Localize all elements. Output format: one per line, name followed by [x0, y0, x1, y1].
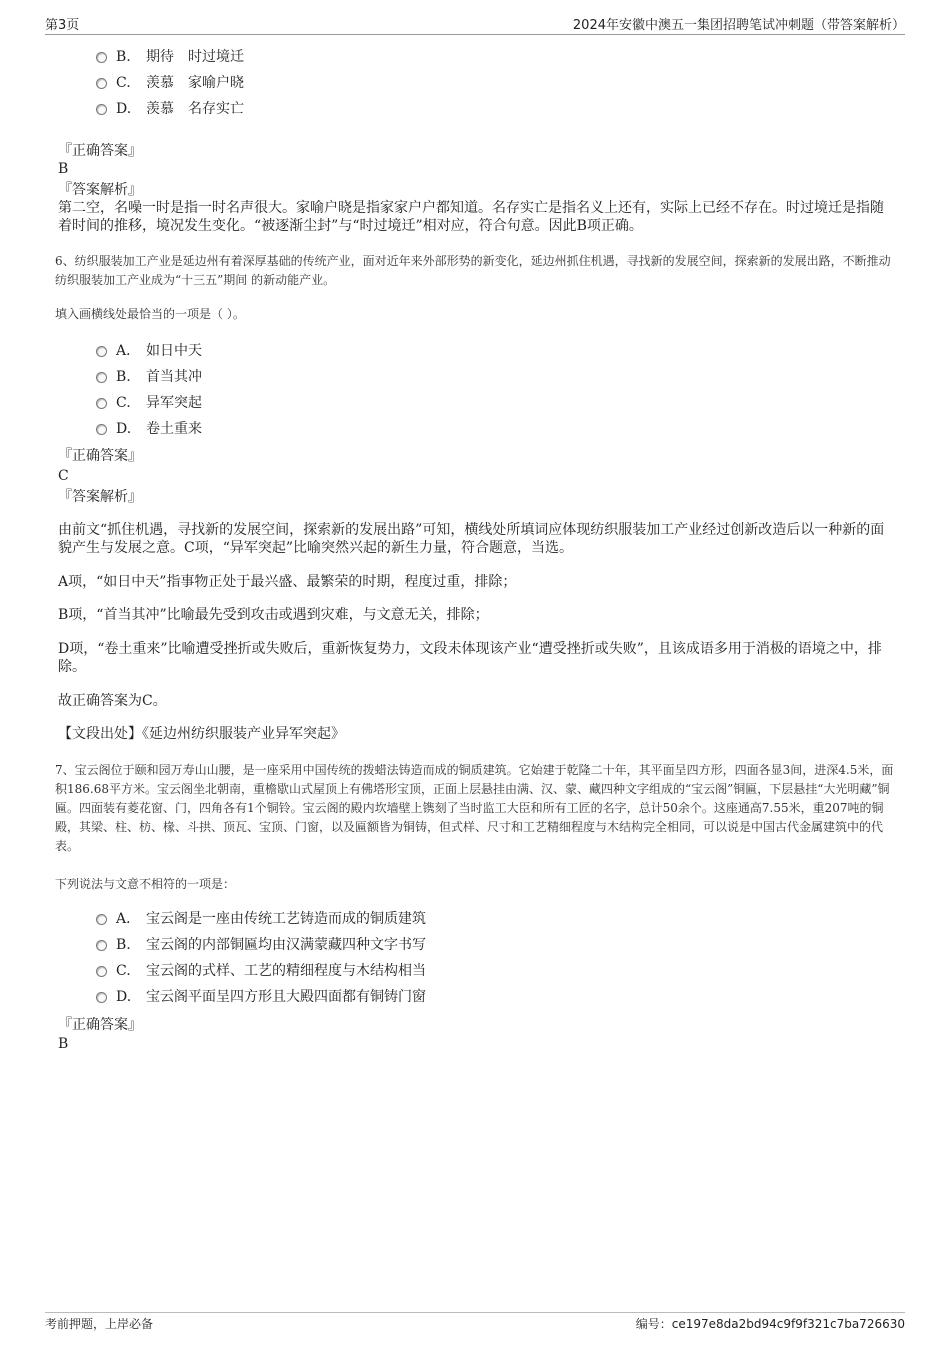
q5-option-c[interactable]: C. 羡慕 家喻户晓: [96, 73, 244, 93]
q6-answer: C: [58, 468, 69, 484]
radio-icon[interactable]: [96, 52, 107, 63]
radio-icon[interactable]: [96, 398, 107, 409]
q6-analysis-label: 『答案解析』: [58, 489, 142, 505]
q7-option-b[interactable]: B. 宝云阁的内部铜匾均由汉满蒙藏四种文字书写: [96, 935, 426, 955]
q6-option-c[interactable]: C. 异军突起: [96, 393, 202, 413]
q6-analysis-paragraph: D项，“卷土重来”比喻遭受挫折或失败后，重新恢复势力，文段未体现该产业“遭受挫折或失败”，且该成语多用于消极的语境之中，排除。: [58, 641, 882, 675]
radio-icon[interactable]: [96, 966, 107, 977]
radio-icon[interactable]: [96, 940, 107, 951]
q6-option-a[interactable]: A． 如日中天: [96, 341, 202, 361]
radio-icon[interactable]: [96, 992, 107, 1003]
q6-analysis-paragraph: A项，“如日中天”指事物正处于最兴盛、最繁荣的时期，程度过重，排除；: [58, 574, 517, 590]
q5-analysis-label: 『答案解析』: [58, 182, 142, 198]
q6-source: 【文段出处】《延边州纺织服装产业异军突起》: [58, 726, 345, 742]
q5-option-d[interactable]: D. 羡慕 名存实亡: [96, 99, 244, 119]
q7-option-c[interactable]: C. 宝云阁的式样、工艺的精细程度与木结构相当: [96, 961, 426, 981]
q7-stem: 7、宝云阁位于颐和园万寿山山腰，是一座采用中国传统的拨蜡法铸造而成的铜质建筑。它始建于乾隆二十年，其平面呈四方形，四面各显3间，进深4.5米，面积186.68平方米。宝云阁坐北朝南，重檐歇山式屋顶上有佛塔形宝顶，正面上层悬挂由满、汉、蒙、藏四种文字组成的“宝云阁”铜匾，下层悬挂“大光明藏”铜匾。四面装有菱花窗、门，四角各有1个铜铃。宝云阁的殿内坎墙壁上镌刻了当时监工大臣和所有工匠的名字，总计50余个。这座通高7.55米，重207吨的铜殿，其梁、柱、枋、椽、斗拱、顶瓦、宝顶、门窗，以及匾额皆为铜铸，但式样、尺寸和工艺精细程度与木结构完全相同，可以说是中国古代金属建筑中的代表。: [55, 763, 894, 853]
page-number: 第3页: [45, 18, 80, 33]
page-footer: [45, 1312, 905, 1335]
q6-answer-label: 『正确答案』: [58, 448, 142, 464]
q6-stem: 6、纺织服装加工产业是延边州有着深厚基础的传统产业，面对近年来外部形势的新变化，延边州抓住机遇，寻找新的发展空间，探索新的发展出路，不断推动纺织服装加工产业成为“十三五”期间 的新动能产业。: [55, 254, 891, 287]
q5-option-b[interactable]: B. 期待 时过境迁: [96, 47, 244, 67]
q6-prompt: 填入画横线处最恰当的一项是（ ）。: [55, 307, 245, 321]
q6-analysis-paragraph: 故正确答案为C。: [58, 693, 167, 709]
q5-answer-label: 『正确答案』: [58, 143, 142, 159]
page-header: [45, 14, 905, 35]
q5-analysis: 第二空，名噪一时是指一时名声很大。家喻户晓是指家家户户都知道。名存实亡是指名义上还有，实际上已经不存在。时过境迁是指随着时间的推移，境况发生变化。“被逐渐尘封”与“时过境迁”相对应，符合句意。因此B项正确。: [58, 200, 884, 234]
q7-option-d[interactable]: D. 宝云阁平面呈四方形且大殿四面都有铜铸门窗: [96, 987, 426, 1007]
q7-answer: B: [58, 1036, 69, 1052]
q6-analysis-paragraph: B项，“首当其冲”比喻最先受到攻击或遇到灾难，与文意无关，排除；: [58, 607, 489, 623]
radio-icon[interactable]: [96, 914, 107, 925]
q6-option-d[interactable]: D. 卷土重来: [96, 419, 202, 439]
document-title: 2024年安徽中澳五一集团招聘笔试冲刺题（带答案解析）: [572, 18, 905, 33]
code-value: ce197e8da2bd94c9f9f321c7ba726630: [671, 1317, 905, 1331]
radio-icon[interactable]: [96, 346, 107, 357]
q7-prompt: 下列说法与文意不相符的一项是：: [55, 877, 236, 891]
q5-answer: B: [58, 161, 69, 177]
footer-slogan: 考前押题，上岸必备: [45, 1317, 154, 1331]
q7-answer-label: 『正确答案』: [58, 1017, 142, 1033]
q7-option-a[interactable]: A． 宝云阁是一座由传统工艺铸造而成的铜质建筑: [96, 909, 426, 929]
radio-icon[interactable]: [96, 424, 107, 435]
radio-icon[interactable]: [96, 78, 107, 89]
q6-analysis-paragraph: 由前文“抓住机遇，寻找新的发展空间，探索新的发展出路”可知，横线处所填词应体现纺织服装加工产业经过创新改造后以一种新的面貌产生与发展之意。C项，“异军突起”比喻突然兴起的新生力量，符合题意，当选。: [58, 522, 885, 556]
document-code: [636, 1315, 905, 1332]
radio-icon[interactable]: [96, 104, 107, 115]
radio-icon[interactable]: [96, 372, 107, 383]
q6-option-b[interactable]: B. 首当其冲: [96, 367, 202, 387]
code-label: 编号：: [635, 1317, 672, 1331]
